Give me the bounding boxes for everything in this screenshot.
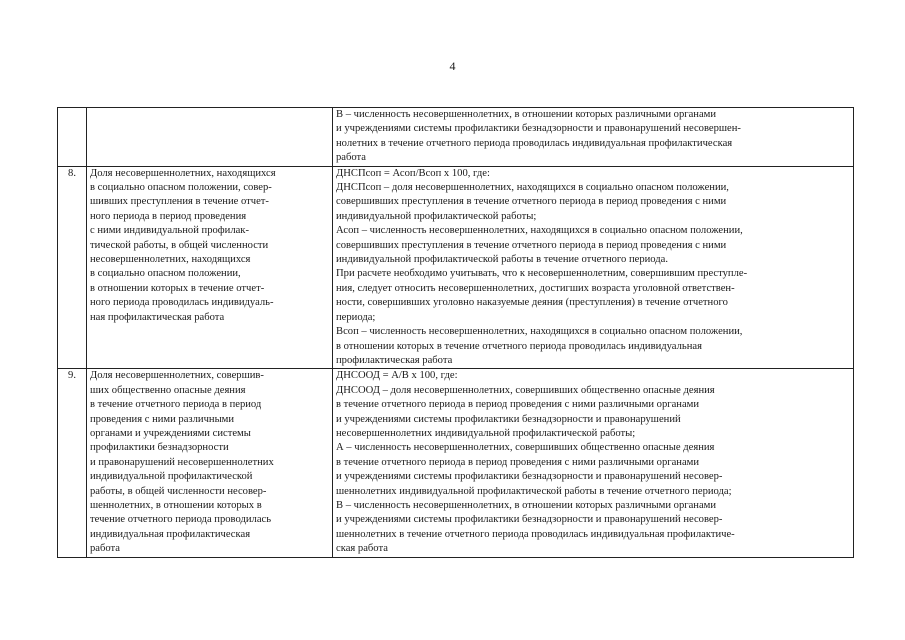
indicator-line: Доля несовершеннолетних, совершив- <box>90 370 264 382</box>
page-number: 4 <box>449 59 456 73</box>
indicator-line: шеннолетних, в отношении которых в <box>90 499 262 511</box>
formula-line: ская работа <box>336 543 388 555</box>
indicator-line: в социально опасном положении, совер- <box>90 182 272 194</box>
indicator-cell <box>87 369 333 557</box>
formula-line: ДНСООД = А/В х 100, где: <box>336 370 458 382</box>
row-number <box>58 108 87 167</box>
formula-line: индивидуальной профилактической работы в течение отчетного периода. <box>336 254 669 266</box>
indicator-line: работы, в общей численности несовер- <box>90 485 267 497</box>
formula-cell <box>333 166 854 369</box>
table-row <box>58 166 854 369</box>
indicator-line: течение отчетного периода проводилась <box>90 514 272 526</box>
row-number: 9. <box>58 369 87 557</box>
indicator-line: проведения с ними различными <box>90 413 235 425</box>
formula-line: ния, следует относить несовершеннолетних, достигших возраста уголовной ответствен- <box>336 282 735 294</box>
indicator-line: и правонарушений несовершеннолетних <box>90 456 274 468</box>
indicator-line: органами и учреждениями системы <box>90 427 251 439</box>
indicator-cell <box>87 108 333 167</box>
formula-line: периода; <box>336 311 376 323</box>
indicator-line: ная профилактическая работа <box>90 311 225 323</box>
indicator-line: с ними индивидуальной профилак- <box>90 225 249 237</box>
formula-cell <box>333 108 854 167</box>
formula-line: В – численность несовершеннолетних, в отношении которых различными органами <box>336 499 717 511</box>
formula-line: А – численность несовершеннолетних, совершивших общественно опасные деяния <box>336 442 715 454</box>
indicator-line: индивидуальная профилактическая <box>90 528 251 540</box>
formula-line: в отношении которых в течение отчетного периода проводилась индивидуальная <box>336 340 702 352</box>
indicators-table <box>57 107 854 558</box>
formula-line: индивидуальной профилактической работы; <box>336 210 537 222</box>
indicator-line: в отношении которых в течение отчет- <box>90 282 265 294</box>
formula-line: в течение отчетного периода в период проведения с ними различными органами <box>336 456 700 468</box>
indicator-line: в социально опасном положении, <box>90 268 241 280</box>
indicator-cell <box>87 166 333 369</box>
indicator-line: индивидуальной профилактической <box>90 471 253 483</box>
formula-line: нолетних в течение отчетного периода проводилась индивидуальная профилактическая <box>336 137 733 149</box>
indicator-line: работа <box>90 543 121 555</box>
formula-line: Асоп – численность несовершеннолетних, находящихся в социально опасном положении, <box>336 225 743 237</box>
formula-line: шеннолетних в течение отчетного периода проводилась индивидуальная профилактиче- <box>336 528 735 540</box>
formula-line: в течение отчетного периода в период проведения с ними различными органами <box>336 399 700 411</box>
formula-cell <box>333 369 854 557</box>
indicator-line: шивших преступления в течение отчет- <box>90 196 269 208</box>
formula-line: и учреждениями системы профилактики безнадзорности и правонарушений несовершен- <box>336 123 741 135</box>
formula-line: несовершеннолетних индивидуальной профилактической работы; <box>336 427 636 439</box>
indicator-line: несовершеннолетних, находящихся <box>90 254 251 266</box>
formula-line: При расчете необходимо учитывать, что к несовершеннолетним, совершившим преступле- <box>336 268 748 280</box>
table-row <box>58 108 854 167</box>
indicator-line: профилактики безнадзорности <box>90 442 229 454</box>
indicator-line: в течение отчетного периода в период <box>90 399 262 411</box>
formula-line: и учреждениями системы профилактики безнадзорности и правонарушений <box>336 413 681 425</box>
formula-line: и учреждениями системы профилактики безнадзорности и правонарушений несовер- <box>336 514 723 526</box>
indicator-line: ного периода в период проведения <box>90 210 247 222</box>
formula-line: совершивших преступления в течение отчетного периода в период проведения с ними <box>336 239 727 251</box>
formula-line: ДНСООД – доля несовершеннолетних, совершивших общественно опасные деяния <box>336 384 715 396</box>
indicator-line: ших общественно опасные деяния <box>90 384 246 396</box>
indicator-line: Доля несовершеннолетних, находящихся <box>90 167 276 179</box>
formula-line: профилактическая работа <box>336 354 453 366</box>
formula-line: ности, совершивших уголовно наказуемые деяния (преступления) в течение отчетного <box>336 297 728 309</box>
formula-line: В – численность несовершеннолетних, в отношении которых различными органами <box>336 109 717 120</box>
row-number: 8. <box>58 166 87 369</box>
indicator-line: ного периода проводилась индивидуаль- <box>90 297 274 309</box>
table-body <box>58 108 854 558</box>
table-row <box>58 369 854 557</box>
formula-line: и учреждениями системы профилактики безнадзорности и правонарушений несовер- <box>336 471 723 483</box>
formula-line: шеннолетних индивидуальной профилактической работы в течение отчетного периода; <box>336 485 732 497</box>
formula-line: совершивших преступления в течение отчетного периода в период проведения с ними <box>336 196 727 208</box>
formula-line: работа <box>336 152 367 164</box>
indicator-line: тической работы, в общей численности <box>90 239 269 251</box>
formula-line: Всоп – численность несовершеннолетних, находящихся в социально опасном положении, <box>336 326 743 338</box>
formula-line: ДНСПсоп – доля несовершеннолетних, находящихся в социально опасном положении, <box>336 182 729 194</box>
formula-line: ДНСПсоп = Асоп/Всоп х 100, где: <box>336 167 490 179</box>
